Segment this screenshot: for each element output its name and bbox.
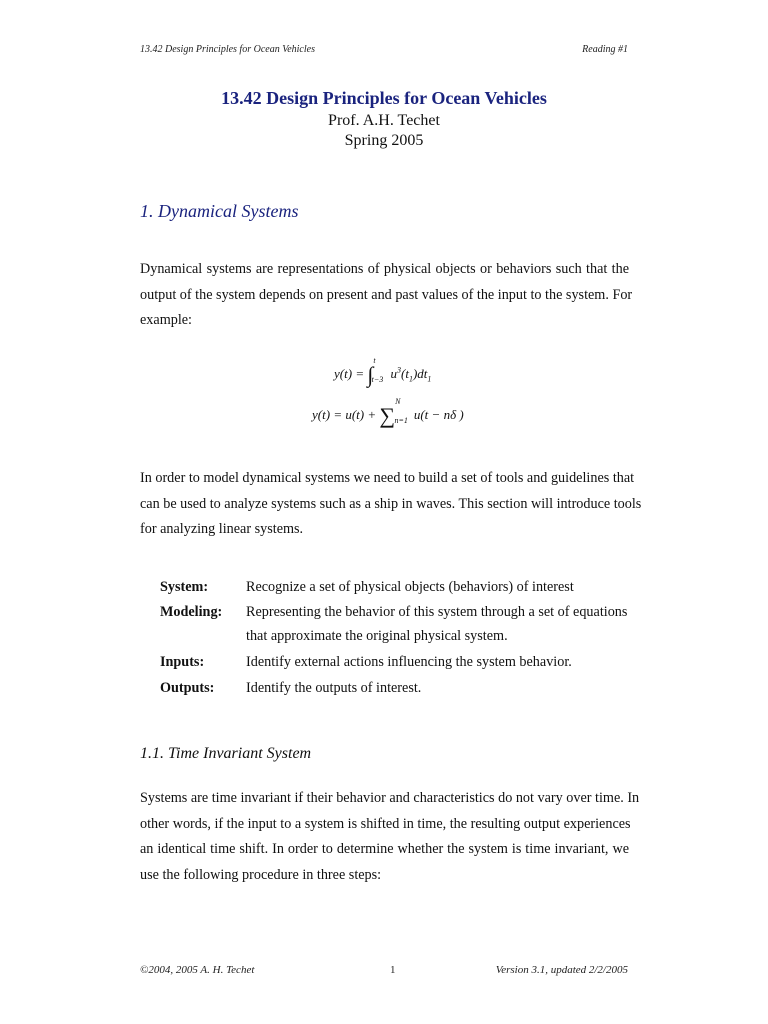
footer-copyright: ©2004, 2005 A. H. Techet bbox=[140, 964, 255, 976]
paragraph-line: Dynamical systems are representations of physical objects or behaviors such that the bbox=[140, 261, 629, 277]
paragraph-line: other words, if the input to a system is shifted in time, the resulting output experiences bbox=[140, 815, 631, 832]
paragraph-line: example: bbox=[140, 312, 192, 328]
definition-term-modeling: Modeling: bbox=[160, 604, 223, 620]
definition-desc-inputs bbox=[246, 650, 636, 674]
paragraph-time-invariance bbox=[140, 786, 640, 888]
definition-desc-line: that approximate the original physical system. bbox=[246, 628, 508, 644]
definition-desc-line: Representing the behavior of this system through a set of equations bbox=[246, 604, 628, 620]
footer-version: Version 3.1, updated 2/2/2005 bbox=[495, 964, 628, 976]
running-header-title: 13.42 Design Principles for Ocean Vehicles bbox=[140, 44, 315, 55]
paragraph-line: use the following procedure in three steps: bbox=[140, 866, 382, 883]
paragraph-line: Systems are time invariant if their behavior and characteristics do not vary over time. In bbox=[140, 790, 640, 806]
paragraph-line: can be used to analyze systems such as a ship in waves. This section will introduce tools bbox=[140, 495, 642, 512]
equation-sum: y(t) = u(t) + ∑$^N_{n=1}$ u(t − nδ ) bbox=[312, 396, 464, 428]
definition-desc-modeling bbox=[246, 600, 636, 648]
paragraph-line: In order to model dynamical systems we need to build a set of tools and guidelines that bbox=[140, 470, 635, 486]
definition-term-system: System: bbox=[160, 579, 209, 595]
subsection-heading-time-invariant: 1.1. Time Invariant System bbox=[140, 745, 312, 762]
document-title: 13.42 Design Principles for Ocean Vehicles bbox=[221, 88, 547, 108]
definition-desc-line: Identify the outputs of interest. bbox=[246, 680, 422, 696]
running-header-reading: Reading #1 bbox=[582, 44, 628, 55]
document-term: Spring 2005 bbox=[344, 132, 424, 149]
document-author: Prof. A.H. Techet bbox=[328, 112, 440, 129]
definition-desc-line: Recognize a set of physical objects (behaviors) of interest bbox=[246, 579, 574, 595]
definition-term-inputs: Inputs: bbox=[160, 654, 205, 670]
definition-desc-system bbox=[246, 575, 636, 599]
definition-desc-line: Identify external actions influencing the system behavior. bbox=[246, 654, 572, 670]
paragraph-intro bbox=[140, 257, 633, 334]
paragraph-line: for analyzing linear systems. bbox=[140, 521, 304, 537]
paragraph-line: output of the system depends on present and past values of the input to the system. For bbox=[140, 286, 633, 303]
paragraph-line: an identical time shift. In order to determine whether the system is time invariant, we bbox=[140, 841, 629, 857]
definition-desc-outputs bbox=[246, 676, 636, 700]
section-heading-dynamical-systems: 1. Dynamical Systems bbox=[140, 201, 299, 221]
equation-integral: y(t) = ∫$^t_{t-3}$ $u^3(t_1)dt_1$ bbox=[334, 355, 432, 387]
definition-term-outputs: Outputs: bbox=[160, 680, 215, 696]
footer-page-number: 1 bbox=[390, 964, 396, 976]
paragraph-tools bbox=[140, 466, 642, 543]
